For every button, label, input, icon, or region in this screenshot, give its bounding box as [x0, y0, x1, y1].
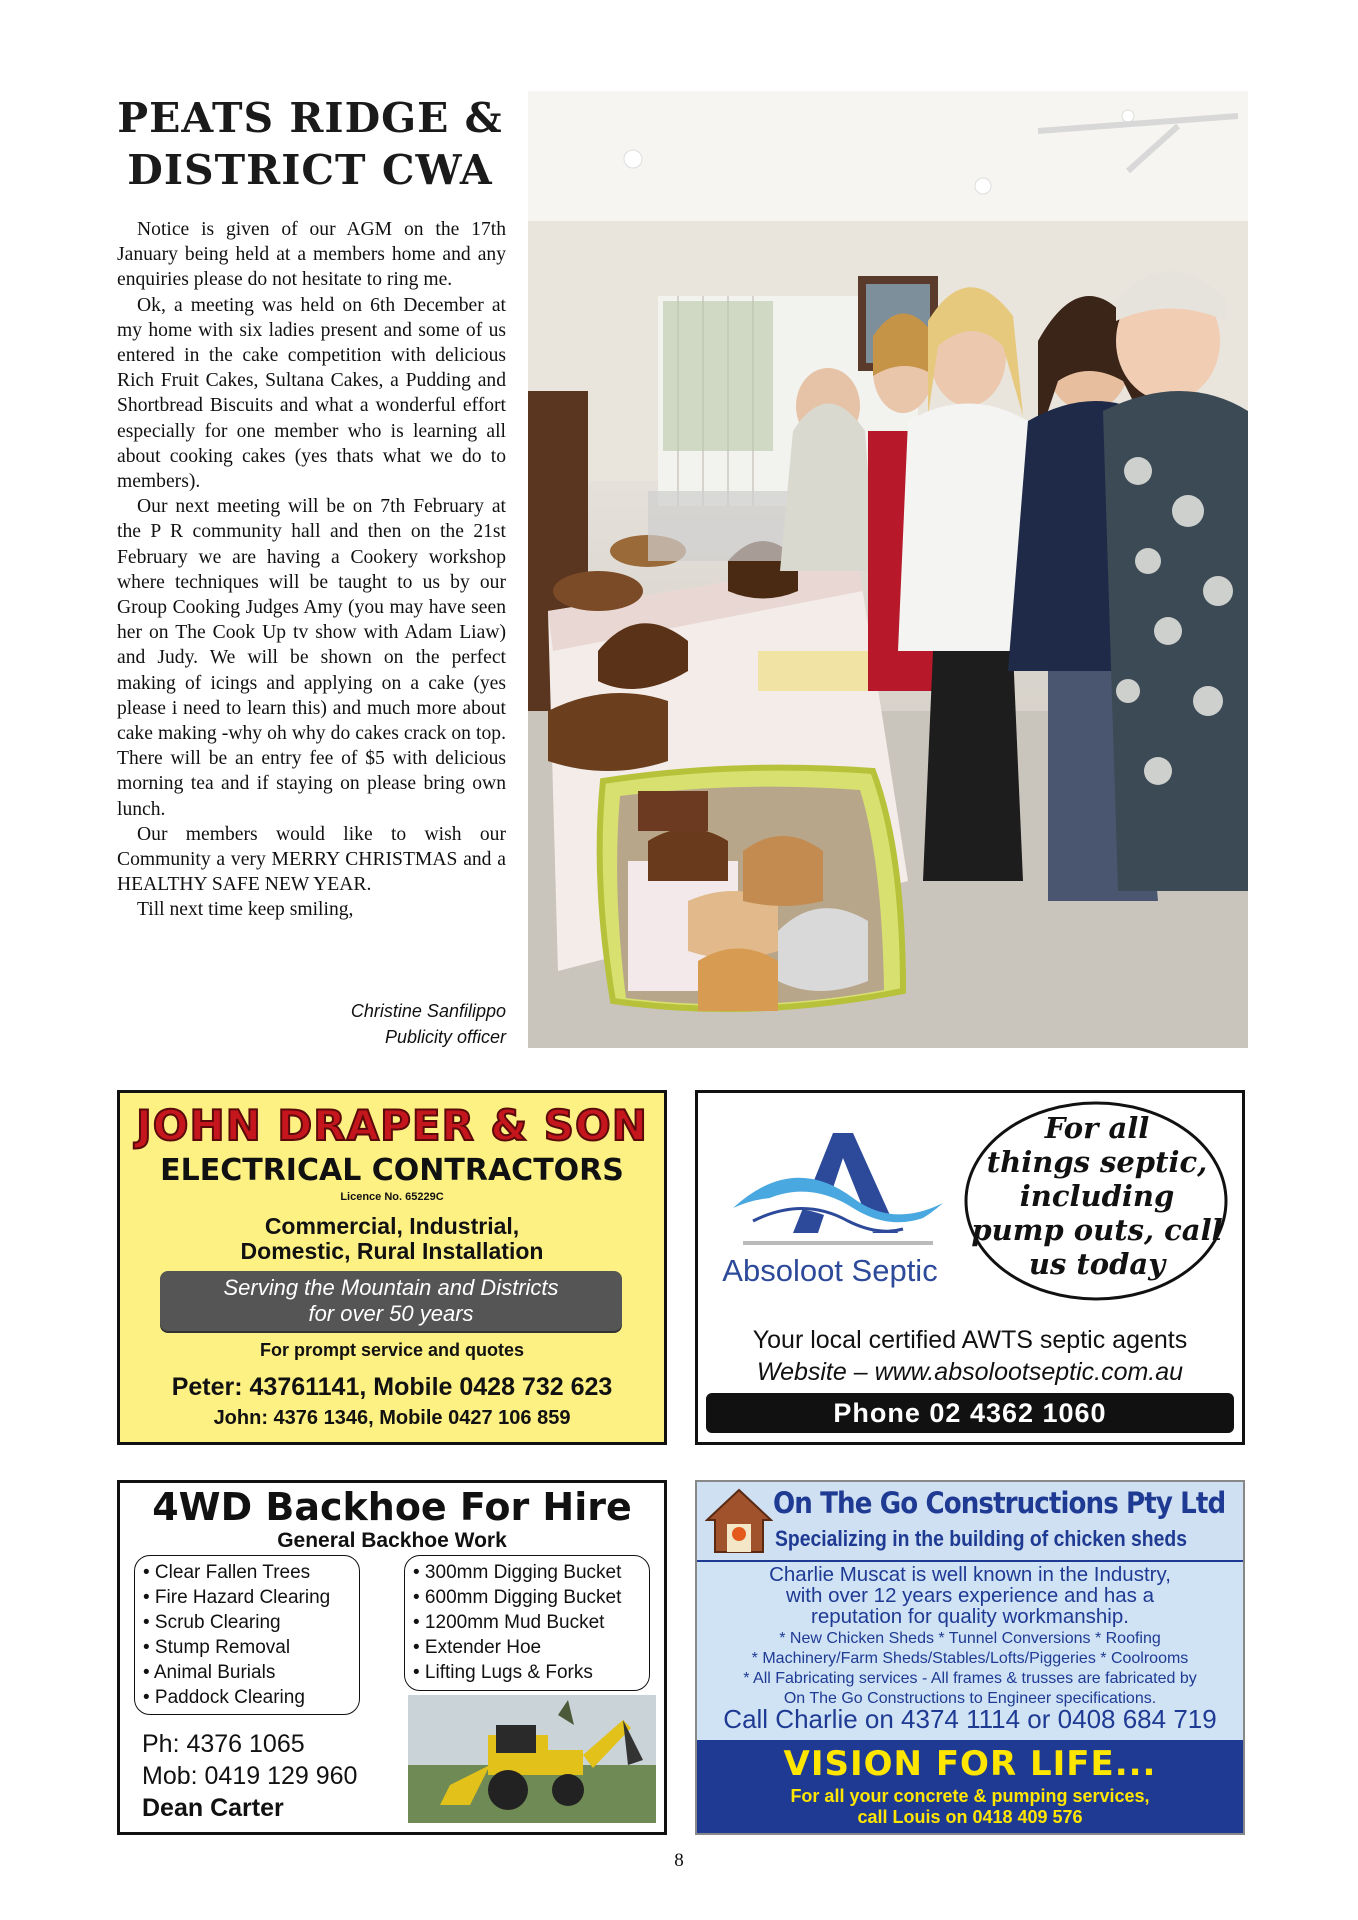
- cwa-members-photo: [528, 91, 1248, 1048]
- backhoe-owner-name: Dean Carter: [142, 1794, 284, 1822]
- ad-on-the-go-constructions: [695, 1480, 1245, 1835]
- septic-brand-name: Absoloot Septic: [722, 1253, 938, 1288]
- ad-absoloot-septic: [695, 1090, 1245, 1445]
- otg-tagline: Specializing in the building of chicken sheds: [775, 1526, 1188, 1551]
- draper-contact-john: John: 4376 1346, Mobile 0427 106 859: [213, 1407, 571, 1429]
- list-item: • 600mm Digging Bucket: [413, 1587, 622, 1608]
- list-item: • Extender Hoe: [413, 1637, 542, 1658]
- bubble-line: pump outs, call: [971, 1213, 1223, 1247]
- bubble-line: including: [1019, 1179, 1175, 1213]
- otg-intro-line: Charlie Muscat is well known in the Industry,: [769, 1563, 1171, 1586]
- vision-for-life-banner: [697, 1740, 1243, 1833]
- article-paragraph: Our members would like to wish our Community a very MERRY CHRISTMAS and a HEALTHY SAFE NEW YEAR.: [117, 823, 506, 896]
- backhoe-tractor-icon: [408, 1695, 656, 1823]
- list-item: • Paddock Clearing: [143, 1687, 305, 1708]
- septic-website: Website – www.absolootseptic.com.au: [756, 1358, 1184, 1386]
- vision-title: VISION FOR LIFE...: [783, 1744, 1157, 1784]
- draper-title: JOHN DRAPER & SON: [136, 1101, 648, 1150]
- bubble-line: us today: [1028, 1247, 1166, 1281]
- bubble-line: For all: [1044, 1111, 1150, 1145]
- page-number: 8: [674, 1850, 684, 1871]
- article-title-line: DISTRICT CWA: [127, 146, 493, 194]
- otg-intro-line: reputation for quality workmanship.: [811, 1605, 1129, 1628]
- otg-service-line: * Machinery/Farm Sheds/Stables/Lofts/Piggeries * Coolrooms: [751, 1650, 1189, 1667]
- backhoe-services-list: [134, 1555, 360, 1715]
- septic-agents: Your local certified AWTS septic agents: [752, 1326, 1188, 1354]
- otg-title: On The Go Constructions Pty Ltd: [773, 1486, 1226, 1520]
- draper-banner-line: for over 50 years: [308, 1301, 474, 1326]
- list-item: • Clear Fallen Trees: [143, 1562, 311, 1583]
- signature-name: Christine Sanfilippo: [350, 1001, 506, 1021]
- draper-banner-line: Serving the Mountain and Districts: [223, 1275, 559, 1300]
- draper-services: Commercial, Industrial,: [264, 1213, 520, 1239]
- backhoe-mobile: Mob: 0419 129 960: [142, 1762, 358, 1790]
- septic-bubble-text: [968, 1111, 1226, 1281]
- otg-service-line: * New Chicken Sheds * Tunnel Conversions * Roofing: [779, 1630, 1161, 1647]
- list-item: • Stump Removal: [143, 1637, 291, 1658]
- article-paragraph: Our next meeting will be on 7th February at the P R community hall and then on the 21st February we are having a Cookery workshop where techniques will be taught to us by our Group Cooking Judges Amy (you may have seen her on The Cook Up tv show with Adam Liaw) and Judy. We will be shown on the perfect making of icings and applying on a cake (yes please i need to learn this) and much more about cake making -why oh why do cakes crack on top. There will be an entry fee of $5 with delicious morning tea and if staying on please bring own lunch.: [117, 496, 506, 820]
- vision-subtitle: [697, 1786, 1243, 1828]
- backhoe-phone: Ph: 4376 1065: [142, 1730, 305, 1758]
- otg-divider: [697, 1560, 1243, 1562]
- otg-intro: [697, 1564, 1243, 1627]
- otg-header: [697, 1482, 1243, 1560]
- otg-intro-line: with over 12 years experience and has a: [785, 1584, 1155, 1607]
- article-title-line: PEATS RIDGE &: [117, 94, 503, 142]
- otg-service-line: On The Go Constructions to Engineer specifications.: [783, 1690, 1157, 1707]
- draper-licence: Licence No. 65229C: [340, 1191, 444, 1203]
- draper-contact-peter: Peter: 43761141, Mobile 0428 732 623: [171, 1373, 613, 1401]
- draper-services: Domestic, Rural Installation: [240, 1238, 544, 1264]
- ad-4wd-backhoe: [117, 1480, 667, 1835]
- draper-banner: [160, 1271, 622, 1331]
- otg-services: [697, 1629, 1243, 1709]
- backhoe-equipment-list: [404, 1555, 650, 1691]
- ad-john-draper: [117, 1090, 667, 1445]
- vision-line: call Louis on 0418 409 576: [857, 1807, 1083, 1827]
- backhoe-subtitle: General Backhoe Work: [277, 1529, 507, 1552]
- septic-phone: Phone 02 4362 1060: [706, 1393, 1234, 1433]
- list-item: • 1200mm Mud Bucket: [413, 1612, 605, 1633]
- backhoe-title: 4WD Backhoe For Hire: [152, 1485, 632, 1529]
- signature-role: Publicity officer: [384, 1027, 506, 1047]
- list-item: • 300mm Digging Bucket: [413, 1562, 622, 1583]
- article-paragraph: Ok, a meeting was held on 6th December at my home with six ladies present and some of us entered in the cake competition with delicious Rich Fruit Cakes, Sultana Cakes, a Pudding and Shortbread Biscuits and what a wonderful effort especially for one member who is learning all about cooking cakes (yes thats what we do to members).: [117, 294, 506, 493]
- draper-subtitle: ELECTRICAL CONTRACTORS: [160, 1153, 624, 1188]
- article-paragraph: Till next time keep smiling,: [137, 899, 354, 921]
- list-item: • Animal Burials: [143, 1662, 276, 1683]
- otg-call: Call Charlie on 4374 1114 or 0408 684 719: [723, 1704, 1217, 1734]
- article-signature: [300, 998, 506, 1050]
- vision-line: For all your concrete & pumping services,: [790, 1786, 1150, 1806]
- otg-service-line: * All Fabricating services - All frames & trusses are fabricated by: [743, 1670, 1197, 1687]
- list-item: • Fire Hazard Clearing: [143, 1587, 331, 1608]
- article-paragraph: Notice is given of our AGM on the 17th January being held at a members home and any enquiries please do not hesitate to ring me.: [117, 219, 506, 291]
- list-item: • Scrub Clearing: [143, 1612, 281, 1633]
- article-title: [110, 92, 510, 196]
- article-body: [117, 217, 506, 923]
- draper-prompt: For prompt service and quotes: [259, 1340, 525, 1360]
- absoloot-logo-icon: [723, 1113, 943, 1263]
- otg-body: [697, 1564, 1243, 1709]
- bubble-line: things septic,: [986, 1145, 1208, 1179]
- chicken-house-icon: [705, 1486, 773, 1556]
- list-item: • Lifting Lugs & Forks: [413, 1662, 593, 1683]
- backhoe-contact: [142, 1728, 357, 1824]
